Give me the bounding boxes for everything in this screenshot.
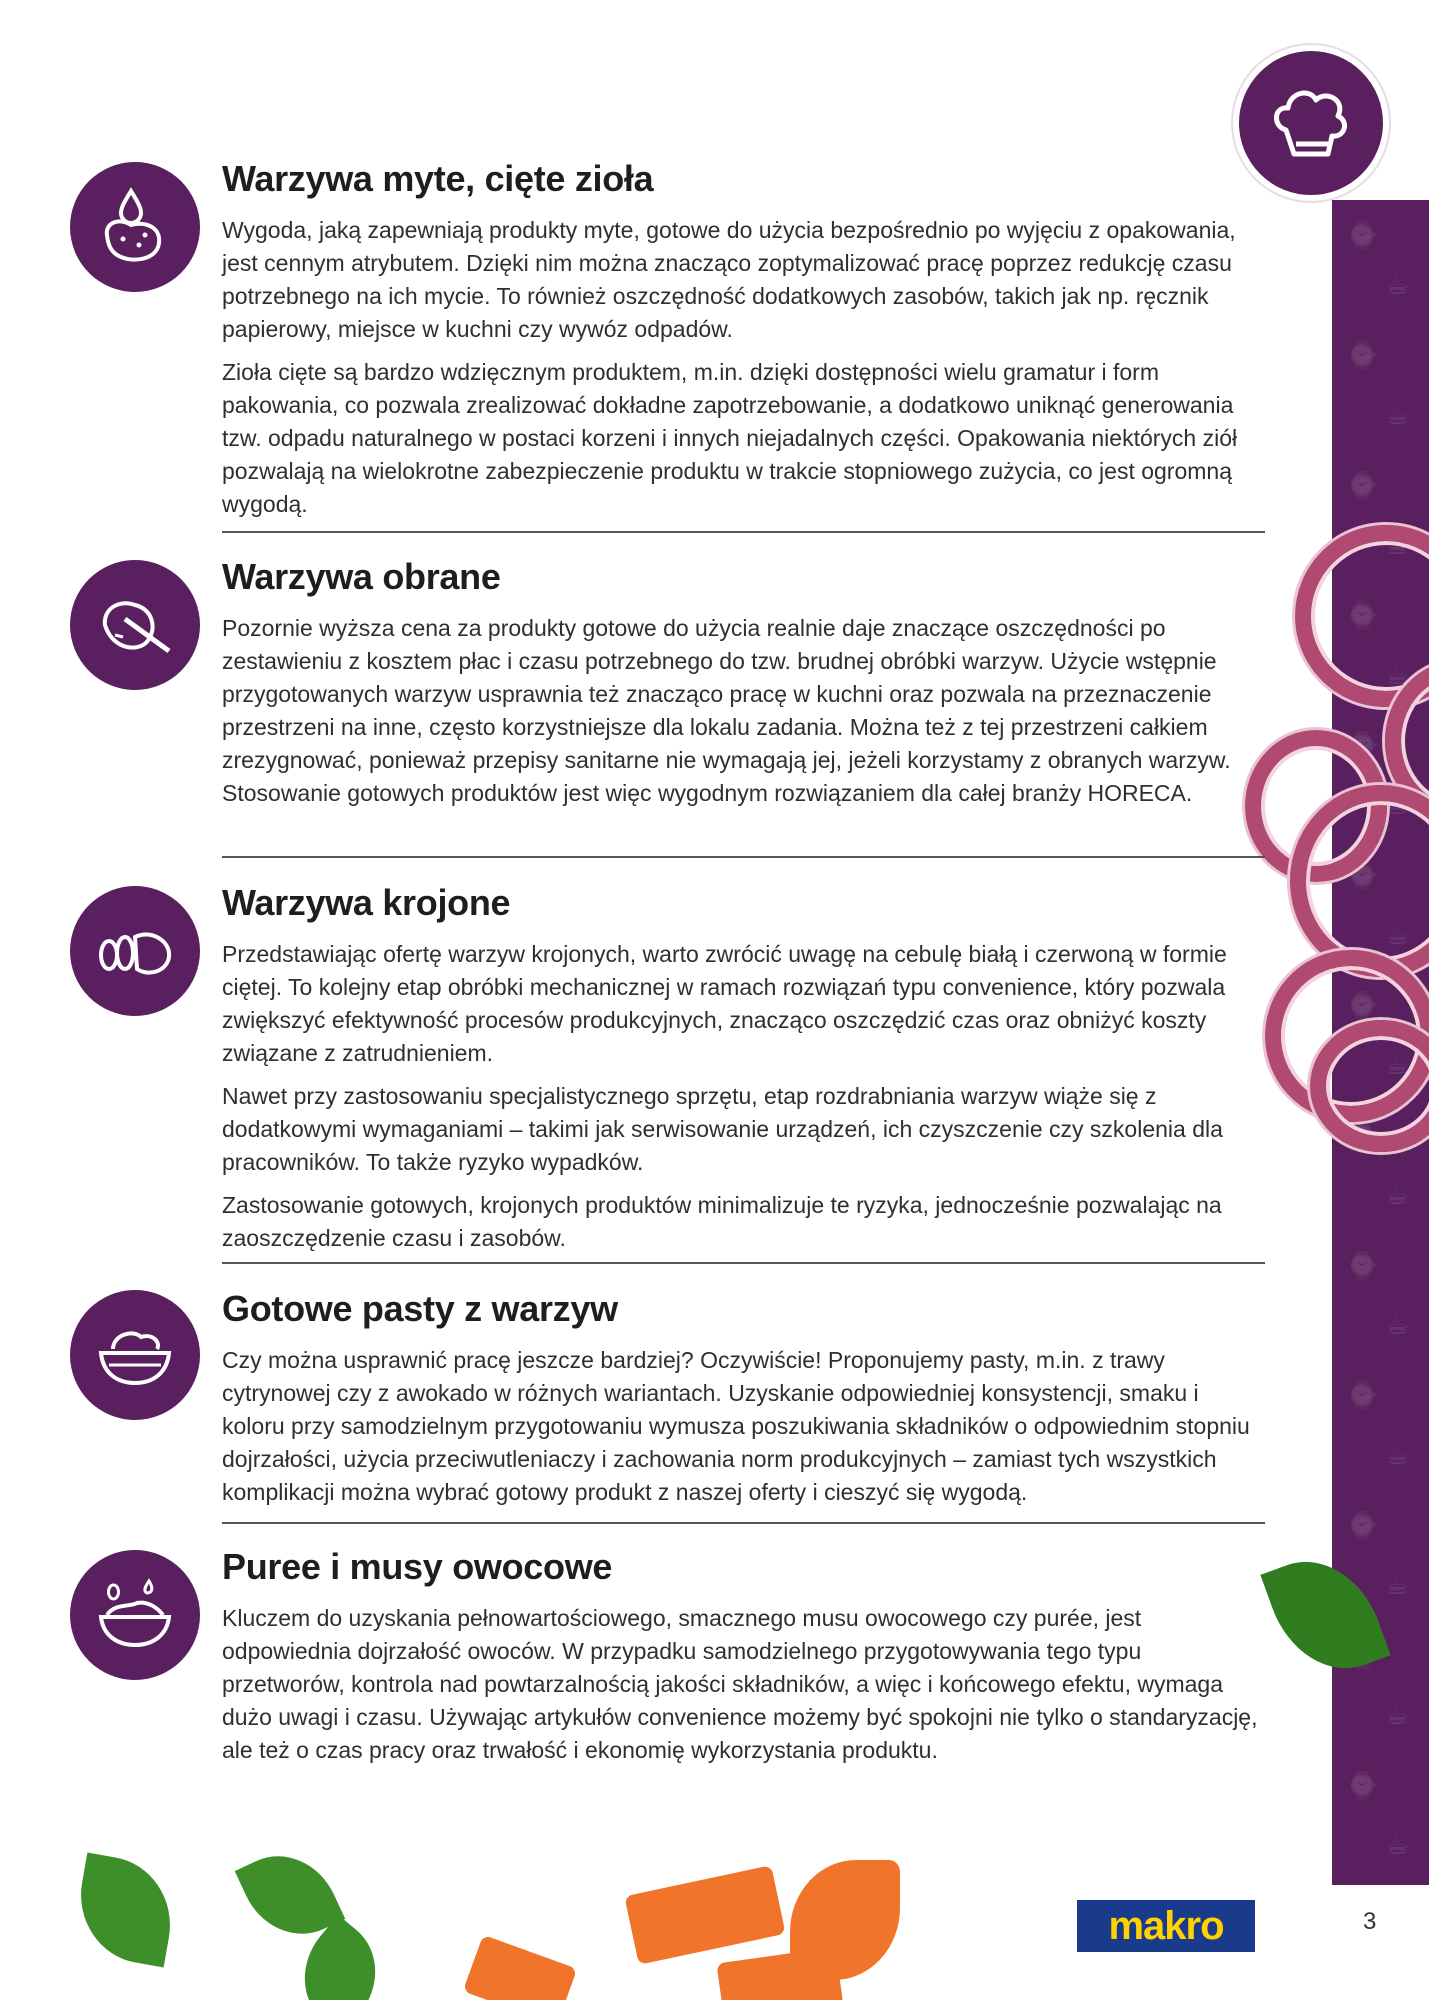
section-divider <box>222 856 1265 858</box>
sliced-vegetable-icon <box>95 911 175 991</box>
section-title: Puree i musy owocowe <box>222 1546 613 1587</box>
section-paragraph: Zioła cięte są bardzo wdzięcznym produktem, m.in. dzięki dostępności wielu gramatur i form pakowania, co pozwala zrealizować dokładne zapotrzebowanie, a dodatkowo uniknąć generowania tzw. odpadu naturalnego w postaci korzeni i innych niejadalnych części. Opakowania niektórych ziół pozwalają na wielokrotne zabezpieczenie produktu w trakcie stopniowego zużycia, co jest ogromną wygodą. <box>222 359 1238 517</box>
section-title: Warzywa obrane <box>222 556 501 597</box>
section-washed <box>222 158 1265 531</box>
peeled-potato-knife-icon <box>95 585 175 665</box>
makro-logo-text: makro <box>1108 1903 1224 1948</box>
section-icon-peeled <box>70 560 200 690</box>
section-divider <box>222 1262 1265 1264</box>
section-paragraph: Kluczem do uzyskania pełnowartościowego, smacznego musu owocowego czy purée, jest odpowiednia dojrzałość owoców. W przypadku samodzielnego przygotowywania tego typu przetworów, kontrola nad powtarzalnością jakości składników, a więc i końcowego efektu, wymaga dużo uwagi i czasu. Używając artykułów convenience możemy być spokojni nie tylko o standaryzację, ale też o czas pracy oraz trwałość i ekonomię wykorzystania produktu. <box>222 1605 1258 1763</box>
section-sliced <box>222 882 1265 1265</box>
section-divider <box>222 1522 1265 1524</box>
section-title: Warzywa krojone <box>222 882 511 923</box>
washed-potato-icon <box>95 187 175 267</box>
puree-bowl-icon <box>95 1575 175 1655</box>
purple-side-band: ⌚ ☕ ⌚ ☕ ⌚ ☕ ⌚ ☕ ⌚ ☕ ⌚ ☕ ⌚ ☕ ⌚ ☕ ⌚ ☕ ⌚ ☕ ⌚ ☕ ☕ ⌚ ☕ <box>1332 200 1429 1885</box>
section-paragraph: Czy można usprawnić pracę jeszcze bardziej? Oczywiście! Proponujemy pasty, m.in. z trawy cytrynowej czy z awokado w różnych wariantach. Uzyskanie odpowiedniej konsystencji, smaku i koloru przy samodzielnym przygotowaniu wymusza poszukiwania składników o odpowiednim stopniu dojrzałości, użycia przeciwutleniaczy i zachowania norm produkcyjnych – zamiast tych wszystkich komplikacji można wybrać gotowy produkt z naszej oferty i cieszyć się wygodą. <box>222 1347 1250 1505</box>
section-title: Warzywa myte, cięte zioła <box>222 158 654 199</box>
section-puree <box>222 1546 1265 1777</box>
paste-bowl-icon <box>95 1315 175 1395</box>
section-paste <box>222 1288 1265 1519</box>
section-icon-washed <box>70 162 200 292</box>
section-divider <box>222 531 1265 533</box>
basil-leaf <box>70 1853 181 1968</box>
section-icon-paste <box>70 1290 200 1420</box>
section-paragraph: Przedstawiając ofertę warzyw krojonych, warto zwrócić uwagę na cebulę białą i czerwoną w formie ciętej. To kolejny etap obróbki mechanicznej w ramach rozwiązań typu convenience, który pozwala zwiększyć efektywność procesów produkcyjnych, znacząco oszczędzić czas oraz obniżyć koszty związane z zatrudnieniem. <box>222 941 1227 1066</box>
section-paragraph: Zastosowanie gotowych, krojonych produktów minimalizuje te ryzyka, jednocześnie pozwalając na zaoszczędzenie czasu i zasobów. <box>222 1192 1222 1251</box>
section-paragraph: Nawet przy zastosowaniu specjalistycznego sprzętu, etap rozdrabniania warzyw wiąże się z dodatkowymi wymaganiami – takimi jak serwisowanie urządzeń, ich czyszczenie czy szkolenia dla pracowników. To także ryzyko wypadków. <box>222 1083 1223 1175</box>
carrot-slice <box>624 1865 785 1965</box>
section-title: Gotowe pasty z warzyw <box>222 1288 618 1329</box>
section-icon-sliced <box>70 886 200 1016</box>
makro-logo <box>1077 1900 1255 1952</box>
onion-ring <box>1295 525 1429 707</box>
section-paragraph: Wygoda, jaką zapewniają produkty myte, gotowe do użycia bezpośrednio po wyjęciu z opakowania, jest cennym atrybutem. Dzięki nim można znacząco zoptymalizować pracę poprzez redukcję czasu potrzebnego na ich mycie. To również oszczędność dodatkowych zasobów, takich jak np. ręcznik papierowy, miejsce w kuchni czy wywóz odpadów. <box>222 217 1236 342</box>
section-paragraph: Pozornie wyższa cena za produkty gotowe do użycia realnie daje znaczące oszczędności po zestawieniu z kosztem płac i czasu potrzebnego do tzw. brudnej obróbki warzyw. Użycie wstępnie przygotowanych warzyw usprawnia też znacząco pracę w kuchni oraz pozwala na przeznaczenie przestrzeni na inne, często korzystniejsze dla lokalu zadania. Można też z tej przestrzeni całkiem zrezygnować, ponieważ przepisy sanitarne nie wymagają jej, jeżeli korzystamy z obranych warzyw. Stosowanie gotowych produktów jest więc wygodnym rozwiązaniem dla całej branży HORECA. <box>222 615 1231 806</box>
carrot-slice <box>716 1947 843 2000</box>
section-icon-puree <box>70 1550 200 1680</box>
page-number: 3 <box>1363 1908 1377 1935</box>
carrot-slice <box>463 1935 577 2000</box>
section-peeled <box>222 556 1265 820</box>
chef-hat-icon <box>1266 78 1356 168</box>
